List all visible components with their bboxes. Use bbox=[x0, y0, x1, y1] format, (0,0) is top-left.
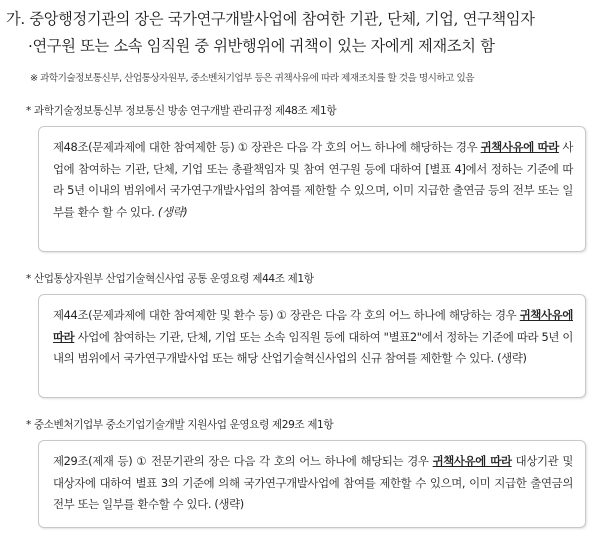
emphasis-text: 귀책사유에 따라 bbox=[53, 308, 573, 344]
regulation-box-motie bbox=[38, 294, 586, 398]
omitted-note: (생략) bbox=[214, 497, 244, 511]
regulation-text: 제44조(문제과제에 대한 참여제한 및 환수 등) ① 장관은 다음 각 호의 어느 하나에 해당하는 경우 bbox=[53, 308, 520, 322]
regulation-text: 사업에 참여하는 기관, 단체, 기업 또는 소속 임직원 등에 대하여 "별표2"에서 정하는 기준에 따라 5년 이내의 범위에서 국가연구개발사업 또는 해당 산업기술혁신사업의 신규 참여를 제한할 수 있다. bbox=[53, 329, 573, 365]
source-label-msit: * 과학기술정보통신부 정보통신 방송 연구개발 관리규정 제48조 제1항 bbox=[26, 105, 337, 117]
note-text: ※ 과학기술정보통신부, 산업통상자원부, 중소벤처기업부 등은 귀책사유에 따라 제재조치를 할 것을 명시하고 있음 bbox=[30, 73, 474, 84]
regulation-box-msit bbox=[38, 126, 586, 252]
regulation-text: 대상기관 및 대상자에 대하여 별표 3의 기준에 의해 국가연구개발사업에 참여를 제한할 수 있으며, 이미 지급한 출연금의 전부 또는 일부를 환수할 수 있다. bbox=[53, 454, 573, 511]
regulation-box-mss bbox=[38, 440, 586, 528]
source-label-mss: * 중소벤처기업부 중소기업기술개발 지원사업 운영요령 제29조 제1항 bbox=[26, 419, 334, 431]
source-label-motie: * 산업통상자원부 산업기술혁신사업 공통 운영요령 제44조 제1항 bbox=[26, 273, 314, 285]
omitted-note: (생략) bbox=[157, 204, 188, 219]
heading-line-2: ·연구원 또는 소속 임직원 중 위반행위에 귀책이 있는 자에게 제재조치 함 bbox=[28, 37, 495, 55]
heading-line-1: 가. 중앙행정기관의 장은 국가연구개발사업에 참여한 기관, 단체, 기업, 연구책임자 bbox=[6, 10, 535, 28]
regulation-text: 제29조(제재 등) ① 전문기관의 장은 다음 각 호의 어느 하나에 해당되는 경우 bbox=[53, 454, 433, 468]
main-heading bbox=[6, 6, 596, 60]
omitted-note: (생략) bbox=[497, 351, 527, 365]
regulation-text: 제48조(문제과제에 대한 참여제한 등) ① 장관은 다음 각 호의 어느 하나에 해당하는 경우 bbox=[53, 140, 481, 154]
emphasis-text: 귀책사유에 따라 bbox=[432, 454, 512, 468]
regulation-text: 사업에 참여하는 기관, 단체, 기업 또는 총괄책임자 및 참여 연구원 등에 대하여 [별표 4]에서 정하는 기준에 따라 5년 이내의 범위에서 국가연구개발사업의 참여를 제한할 수 있으며, 이미 지급한 출연금 등의 전부 또는 일부를 환수 할 수 있다. bbox=[53, 140, 573, 219]
emphasis-text: 귀책사유에 따라 bbox=[480, 140, 559, 154]
